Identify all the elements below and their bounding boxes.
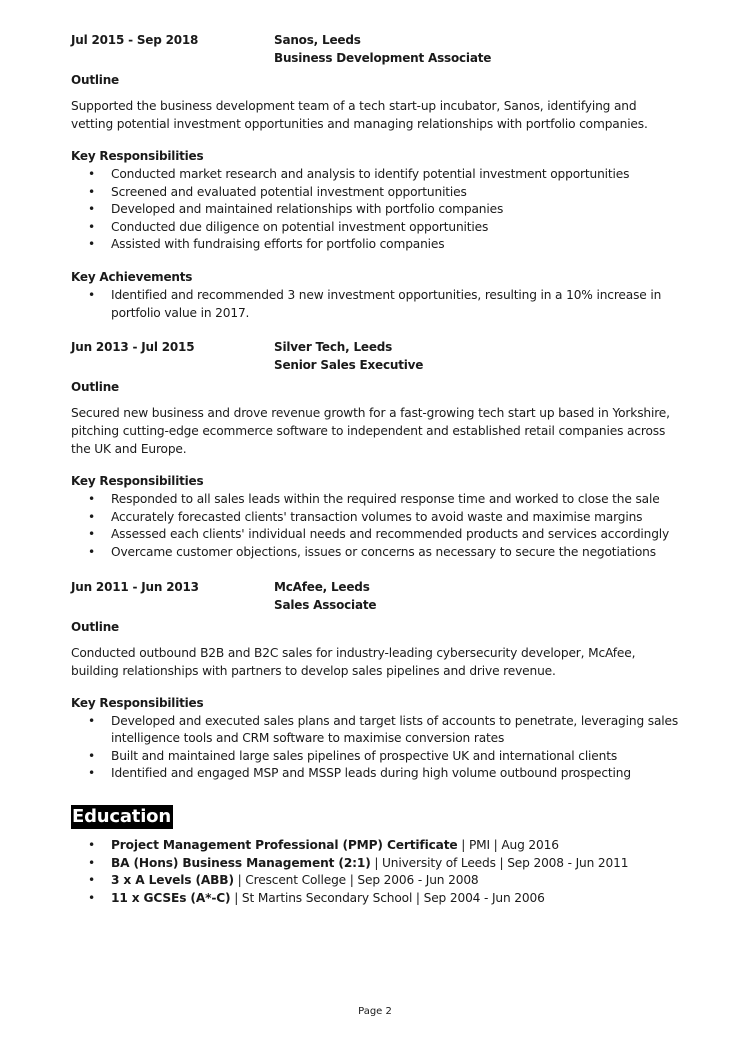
responsibilities-heading: Key Responsibilities [71, 474, 204, 489]
job-company-role [274, 338, 423, 374]
list-item: • Identified and engaged MSP and MSSP leads during high volume outbound prospecting [71, 765, 680, 783]
bullet-icon: • [88, 237, 96, 252]
job-entry-mcafee [71, 578, 680, 783]
education-detail: | PMI | Aug 2016 [457, 837, 559, 852]
list-item [71, 872, 680, 890]
list-item: • Developed and maintained relationships with portfolio companies [71, 201, 680, 219]
list-item: • Accurately forecasted clients' transaction volumes to avoid waste and maximise margins [71, 509, 680, 527]
bullet-icon: • [88, 873, 96, 888]
bullet-icon: • [88, 855, 96, 870]
bullet-icon: • [88, 544, 96, 559]
bullet-icon: • [88, 509, 96, 524]
job-company: McAfee, Leeds [274, 579, 370, 594]
list-item: • Developed and executed sales plans and target lists of accounts to penetrate, leveraging sales intelligence tools and CRM software to maximise conversion rates [88, 713, 679, 746]
job-company: Silver Tech, Leeds [274, 340, 393, 355]
list-item: • Conducted due diligence on potential investment opportunities [71, 219, 680, 237]
bullet-icon: • [88, 713, 96, 728]
responsibilities-list [71, 166, 680, 254]
outline-text: Supported the business development team of a tech start-up incubator, Sanos, identifying and vetting potential investment opportunities and managing relationships with portfolio companies. [71, 99, 648, 131]
bullet-icon: • [88, 202, 96, 217]
job-entry-silver-tech [71, 338, 680, 561]
bullet-icon: • [88, 837, 96, 852]
achievements-list [71, 287, 680, 322]
education-title: 3 x A Levels (ABB) [111, 873, 234, 888]
bullet-icon: • [88, 184, 96, 199]
job-dates: Jun 2013 - Jul 2015 [71, 340, 195, 355]
list-item [71, 890, 680, 908]
job-role: Sales Associate [274, 597, 377, 612]
job-entry-sanos [71, 31, 680, 322]
job-company-role [274, 31, 491, 67]
job-company-role [274, 578, 376, 614]
education-title: 11 x GCSEs (A*-C) [111, 890, 231, 905]
list-item: • Assisted with fundraising efforts for portfolio companies [71, 236, 680, 254]
list-item: • Assessed each clients' individual needs and recommended products and services accordingly [71, 526, 680, 544]
bullet-icon: • [88, 766, 96, 781]
outline-heading: Outline [71, 73, 119, 87]
responsibilities-list [71, 491, 680, 561]
list-item: • Responded to all sales leads within the required response time and worked to close the sale [71, 491, 680, 509]
job-dates: Jun 2011 - Jun 2013 [71, 579, 199, 594]
education-section [71, 783, 680, 907]
bullet-icon: • [88, 527, 96, 542]
job-header [71, 578, 680, 614]
bullet-icon: • [88, 219, 96, 234]
list-item: • Screened and evaluated potential investment opportunities [71, 184, 680, 202]
responsibilities-heading: Key Responsibilities [71, 149, 204, 163]
achievements-heading: Key Achievements [71, 269, 193, 284]
bullet-icon: • [88, 492, 96, 507]
education-detail: | St Martins Secondary School | Sep 2004 - Jun 2006 [230, 890, 545, 905]
page-number: Page 2 [358, 1006, 392, 1017]
education-heading: Education [72, 805, 171, 827]
bullet-icon: • [88, 167, 96, 181]
responsibilities-list [71, 713, 680, 783]
outline-text: Secured new business and drove revenue growth for a fast-growing tech start up based in Yorkshire, pitching cutting-edge ecommerce software to independent and established retail companies across the UK and Europe. [71, 406, 670, 457]
outline-text: Conducted outbound B2B and B2C sales for industry-leading cybersecurity developer, McAfee, building relationships with partners to develop sales pipelines and drive revenue. [71, 645, 636, 678]
job-header [71, 338, 680, 374]
list-item [71, 837, 680, 855]
bullet-icon: • [88, 748, 96, 763]
responsibilities-heading: Key Responsibilities [71, 695, 204, 710]
list-item: • Overcame customer objections, issues or concerns as necessary to secure the negotiations [71, 544, 680, 562]
outline-heading: Outline [71, 619, 119, 634]
bullet-icon: • [88, 890, 96, 905]
job-dates: Jul 2015 - Sep 2018 [71, 33, 199, 47]
job-role: Senior Sales Executive [274, 358, 424, 373]
job-role: Business Development Associate [274, 51, 492, 65]
list-item: • Identified and recommended 3 new investment opportunities, resulting in a 10% increase in portfolio value in 2017. [88, 287, 662, 320]
education-detail: | University of Leeds | Sep 2008 - Jun 2011 [370, 855, 629, 870]
list-item: • Built and maintained large sales pipelines of prospective UK and international clients [71, 748, 680, 766]
list-item [71, 855, 680, 873]
job-header [71, 31, 680, 67]
education-detail: | Crescent College | Sep 2006 - Jun 2008 [233, 873, 479, 888]
education-title: BA (Hons) Business Management (2:1) [111, 855, 371, 870]
job-company: Sanos, Leeds [274, 33, 361, 47]
education-title: Project Management Professional (PMP) Certificate [111, 837, 458, 852]
list-item: • Conducted market research and analysis to identify potential investment opportunities [71, 166, 680, 184]
outline-heading: Outline [71, 380, 119, 395]
bullet-icon: • [88, 287, 96, 302]
education-list [71, 837, 680, 907]
